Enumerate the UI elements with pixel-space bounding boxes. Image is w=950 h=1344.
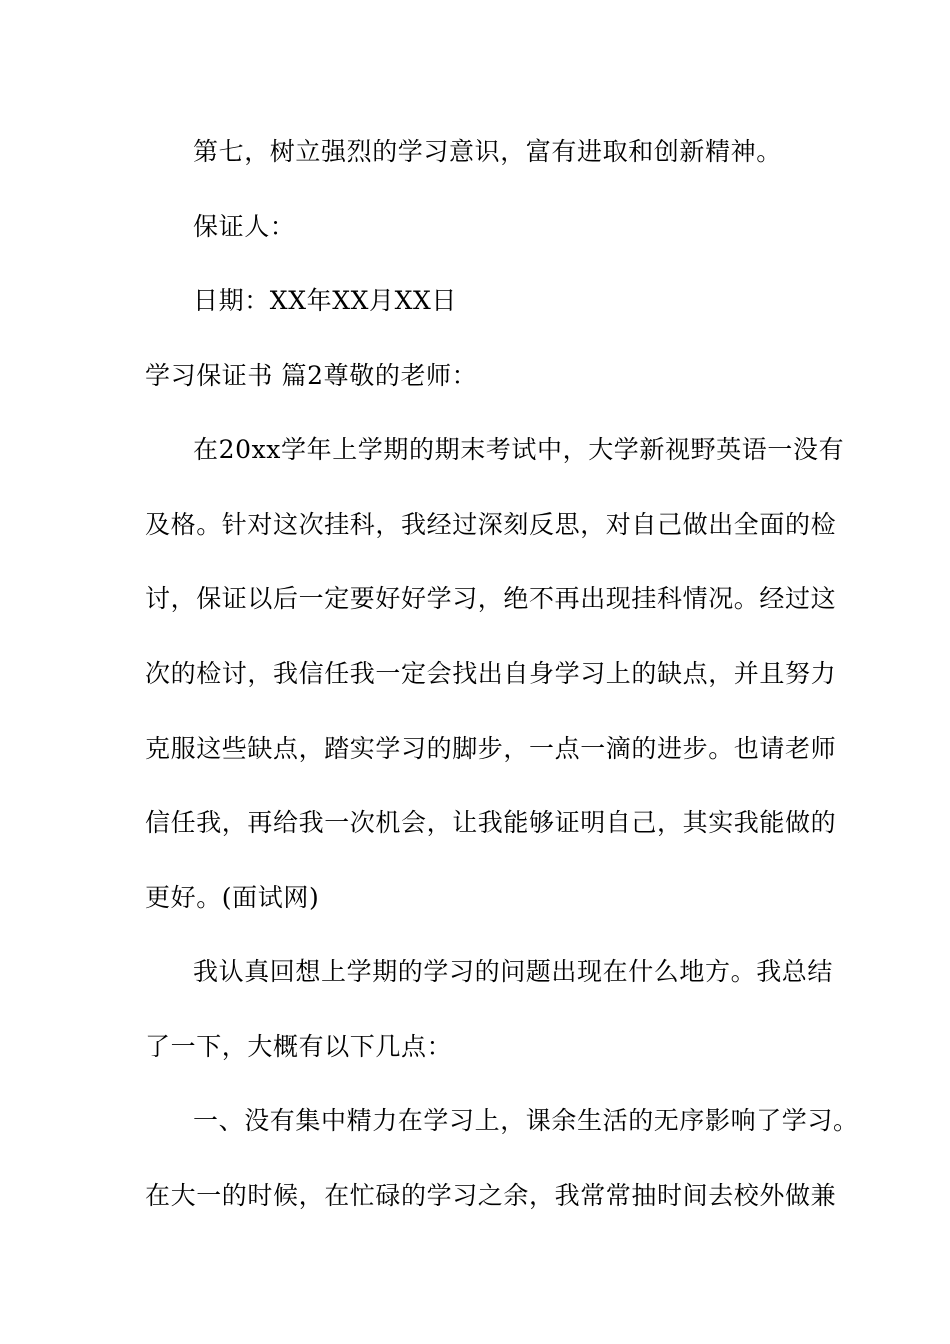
date-line: 日期：XX年XX月XX日: [193, 286, 457, 315]
paragraph-line: 在20xx学年上学期的期末考试中，大学新视野英语一没有: [193, 435, 845, 464]
paragraph-line: 第七，树立强烈的学习意识，富有进取和创新精神。: [193, 137, 782, 166]
paragraph-line: 讨，保证以后一定要好好学习，绝不再出现挂科情况。经过这: [145, 584, 837, 613]
section-heading: 学习保证书 篇2尊敬的老师：: [145, 361, 478, 390]
guarantor-label: 保证人：: [193, 212, 296, 241]
paragraph-line: 一、没有集中精力在学习上，课余生活的无序影响了学习。: [193, 1106, 859, 1135]
paragraph-line: 信任我，再给我一次机会，让我能够证明自己，其实我能做的: [145, 808, 837, 837]
paragraph-line: 克服这些缺点，踏实学习的脚步，一点一滴的进步。也请老师: [145, 734, 837, 763]
paragraph-line: 了一下，大概有以下几点：: [145, 1032, 453, 1061]
paragraph-line: 我认真回想上学期的学习的问题出现在什么地方。我总结: [193, 957, 834, 986]
paragraph-line: 及格。针对这次挂科，我经过深刻反思，对自己做出全面的检: [145, 510, 837, 539]
paragraph-line: 次的检讨，我信任我一定会找出自身学习上的缺点，并且努力: [145, 659, 837, 688]
paragraph-line: 在大一的时候，在忙碌的学习之余，我常常抽时间去校外做兼: [145, 1181, 837, 1210]
paragraph-line: 更好。(面试网): [145, 883, 320, 912]
